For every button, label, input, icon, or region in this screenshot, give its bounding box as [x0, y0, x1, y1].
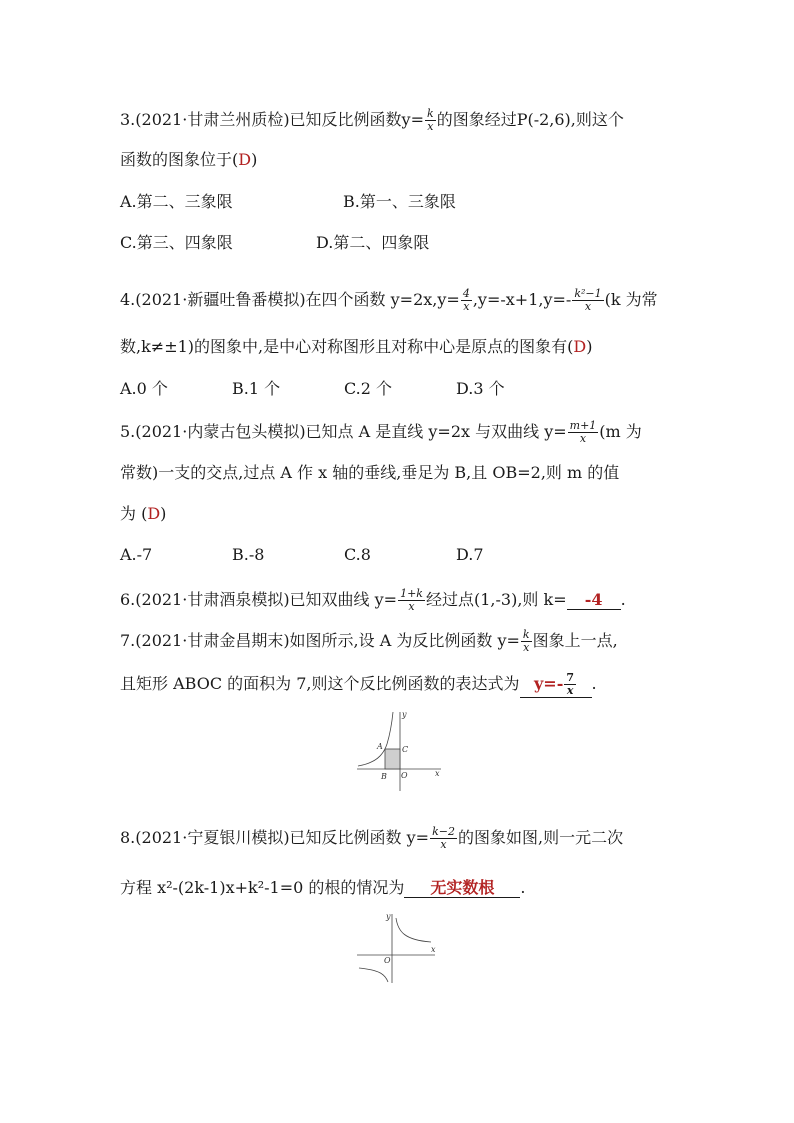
q4-option-d-row: [456, 379, 505, 399]
q7-label-b: B: [381, 772, 387, 781]
q5-option-d-row: [456, 545, 484, 565]
q3-fraction: $\frac{k}{x}$: [427, 107, 434, 133]
q8-label-o: O: [384, 956, 391, 965]
q8-answer-blank: 无实数根: [404, 879, 520, 898]
q3-line2: 函数的图象位于(D): [120, 150, 258, 169]
q8-line2: 方程 x²-(2k-1)x+k²-1=0 的根的情况为 无实数根 .: [120, 878, 526, 897]
q7-label-y: y: [402, 710, 407, 719]
q7-label-x: x: [435, 769, 440, 778]
q3-text: 3.(2021·甘肃兰州质检)已知反比例函数y=: [120, 110, 425, 129]
q8-fraction: $\frac{k-2}{x}$: [432, 825, 455, 851]
q7-rectangle-aboc: [385, 749, 400, 769]
q5-option-b-row: [232, 545, 264, 565]
q4-option-b: B.1 个: [232, 379, 281, 398]
q3-option-c: C.第三、四象限: [120, 233, 233, 252]
q3-option-b: B.第一、三象限: [343, 192, 456, 211]
q3-option-d-row: [316, 233, 429, 253]
q8-hyperbola-branch-q3: [359, 968, 388, 982]
q4-option-d: D.3 个: [456, 379, 505, 398]
q5-line3: 为 (D): [120, 504, 167, 523]
q8-label-y: y: [386, 912, 391, 921]
q5-option-a-row: [120, 545, 152, 565]
q4-line2: 数,k≠±1)的图象中,是中心对称图形且对称中心是原点的图象有(D): [120, 337, 593, 356]
q7-label-a: A: [377, 742, 383, 751]
q5-line2: 常数)一支的交点,过点 A 作 x 轴的垂线,垂足为 B,且 OB=2,则 m 的值: [120, 463, 620, 482]
q5-option-c: C.8: [344, 545, 371, 564]
q7-answer-blank: y=- $\frac{7}{x}$: [520, 672, 592, 698]
q7-line2: 且矩形 ABOC 的面积为 7,则这个反比例函数的表达式为 y=- $\frac{7}{x}$ .: [120, 671, 597, 697]
q4-option-c-row: [344, 379, 392, 399]
q5-option-d: D.7: [456, 545, 484, 564]
q5-option-c-row: [344, 545, 371, 565]
q4-line1: 4.(2021·新疆吐鲁番模拟)在四个函数 y=2x,y= $\frac{4}{x}$ ,y=-x+1,y=- $\frac{\text{k²−1}}{x}$ (k 为常: [120, 287, 658, 313]
q5-answer: D: [147, 504, 161, 523]
q4-answer: D: [573, 337, 587, 356]
q3-options-row1: [120, 192, 233, 212]
q7-fraction: $\frac{k}{x}$: [522, 628, 530, 654]
q4-fraction-2: $\frac{\text{k²−1}}{x}$: [574, 287, 602, 313]
q7-line1: 7.(2021·甘肃金昌期末)如图所示,设 A 为反比例函数 y= $\frac{k}{x}$ 图象上一点,: [120, 628, 618, 654]
q5-line1: 5.(2021·内蒙古包头模拟)已知点 A 是直线 y=2x 与双曲线 y= $\frac{m+1}{x}$ (m 为: [120, 419, 642, 445]
q8-hyperbola-branch-q1: [396, 918, 431, 942]
q5-fraction: $\frac{m+1}{x}$: [569, 419, 597, 445]
q4-option-b-row: [232, 379, 280, 399]
q4-option-c: C.2 个: [344, 379, 393, 398]
q3-option-d: D.第二、四象限: [316, 233, 430, 252]
q3-line1: 3.(2021·甘肃兰州质检)已知反比例函数y= $\frac{k}{x}$ 的图象经过P(-2,6),则这个: [120, 107, 624, 133]
q6-line1: 6.(2021·甘肃酒泉模拟)已知双曲线 y= $\frac{1+k}{x}$ 经过点(1,-3),则 k= -4 .: [120, 587, 626, 613]
q3-options-row2: [120, 233, 233, 253]
q8-label-x: x: [431, 945, 436, 954]
q3-option-a: A.第二、三象限: [120, 192, 233, 211]
q5-option-a: A.-7: [120, 545, 153, 564]
q3-answer: D: [238, 150, 252, 169]
q6-answer-blank: -4: [567, 591, 621, 610]
q8-figure: [355, 910, 439, 986]
q4-option-a: A.0 个: [120, 379, 168, 398]
q6-fraction: $\frac{1+k}{x}$: [400, 587, 423, 613]
q7-figure: [355, 708, 445, 794]
q8-line1: 8.(2021·宁夏银川模拟)已知反比例函数 y= $\frac{k-2}{x}$ 的图象如图,则一元二次: [120, 825, 624, 851]
q5-option-b: B.-8: [232, 545, 265, 564]
q7-label-o: O: [401, 771, 408, 780]
q4-fraction-1: $\frac{4}{x}$: [462, 287, 470, 313]
q7-label-c: C: [402, 745, 409, 754]
q3-option-b-row: [343, 192, 456, 212]
q7-answer-fraction: $\frac{7}{x}$: [566, 671, 574, 697]
q4-option-a-row: [120, 379, 168, 399]
